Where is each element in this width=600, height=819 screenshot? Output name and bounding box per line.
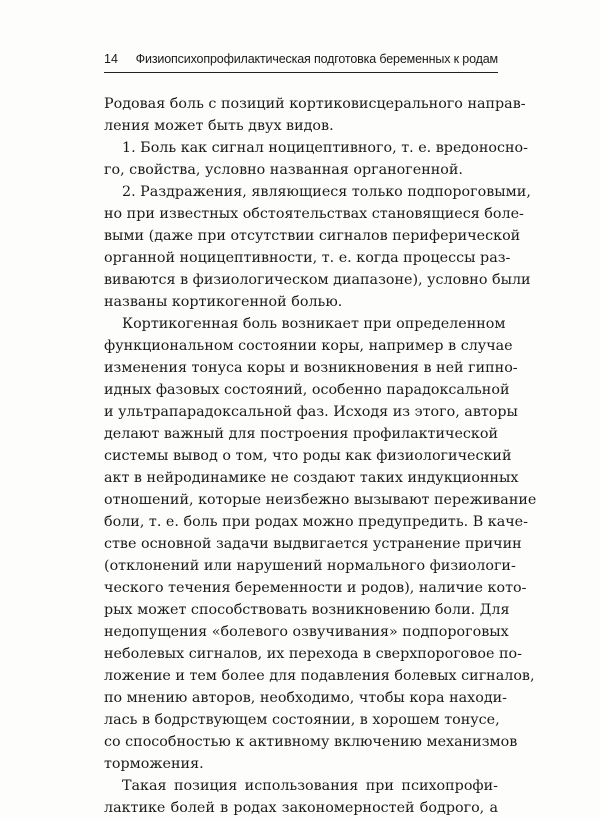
text-line: акт в нейродинамике не создают таких индукционных [104,470,519,486]
body-text [104,93,537,819]
text-line: торможения. [104,756,204,772]
running-title: Физиопсихопрофилактическая подготовка беременных к родам [135,52,498,66]
text-line: идных фазовых состояний, особенно парадоксальной [104,382,510,398]
text-line: недопущения «болевого озвучивания» подпороговых [104,624,509,640]
text-line: 2. Раздражения, являющиеся только подпороговыми, [122,184,531,200]
text-line: лась в бодрствующем состоянии, в хорошем тонусе, [104,712,500,728]
text-line: Родовая боль с позиций кортиковисцерального направ- [104,96,526,112]
text-line: (отклонений или нарушений нормального физиологи- [104,558,516,574]
text-line: боли, т. е. боль при родах можно предупредить. В каче- [104,514,528,530]
text-line: делают важный для построения профилактической [104,426,498,442]
text-line: ления может быть двух видов. [104,118,334,134]
page-number: 14 [104,52,118,66]
text-line: неболевых сигналов, их перехода в сверхпороговое по- [104,646,522,662]
text-line: выми (даже при отсутствии сигналов периферической [104,228,521,244]
text-line: системы вывод о том, что роды как физиологический [104,448,512,464]
text-line: отношений, которые неизбежно вызывают переживание [104,492,537,508]
text-line: со способностью к активному включению механизмов [104,734,518,750]
text-line: стве основной задачи выдвигается устранение причин [104,536,522,552]
text-line: и ультрапарадоксальной фаз. Исходя из этого, авторы [104,404,518,420]
text-line: 1. Боль как сигнал ноцицептивного, т. е. вредоносно- [122,140,528,156]
text-line: Кортикогенная боль возникает при определенном [122,316,506,332]
text-line: по мнению авторов, необходимо, чтобы кора находи- [104,690,508,706]
text-line: функциональном состоянии коры, например в случае [104,338,513,354]
text-line: го, свойства, условно названная органогенной. [104,162,463,178]
text-line: названы кортикогенной болью. [104,294,343,310]
running-header [104,46,498,73]
text-line: изменения тонуса коры и возникновения в ней гипно- [104,360,518,376]
text-line: но при известных обстоятельствах становящиеся боле- [104,206,524,222]
text-line: виваются в физиологическом диапазоне), условно были [104,272,531,288]
text-line: Такая позиция использования при психопрофи- [122,778,498,794]
text-line: ложение и тем более для подавления болевых сигналов, [104,668,535,684]
text-line: лактике болей в родах закономерностей бодрого, а [104,800,498,816]
text-line: ческого течения беременности и родов), наличие кото- [104,580,527,596]
text-line: рых может способствовать возникновению боли. Для [104,602,510,618]
text-line: органной ноцицептивности, т. е. когда процессы раз- [104,250,511,266]
